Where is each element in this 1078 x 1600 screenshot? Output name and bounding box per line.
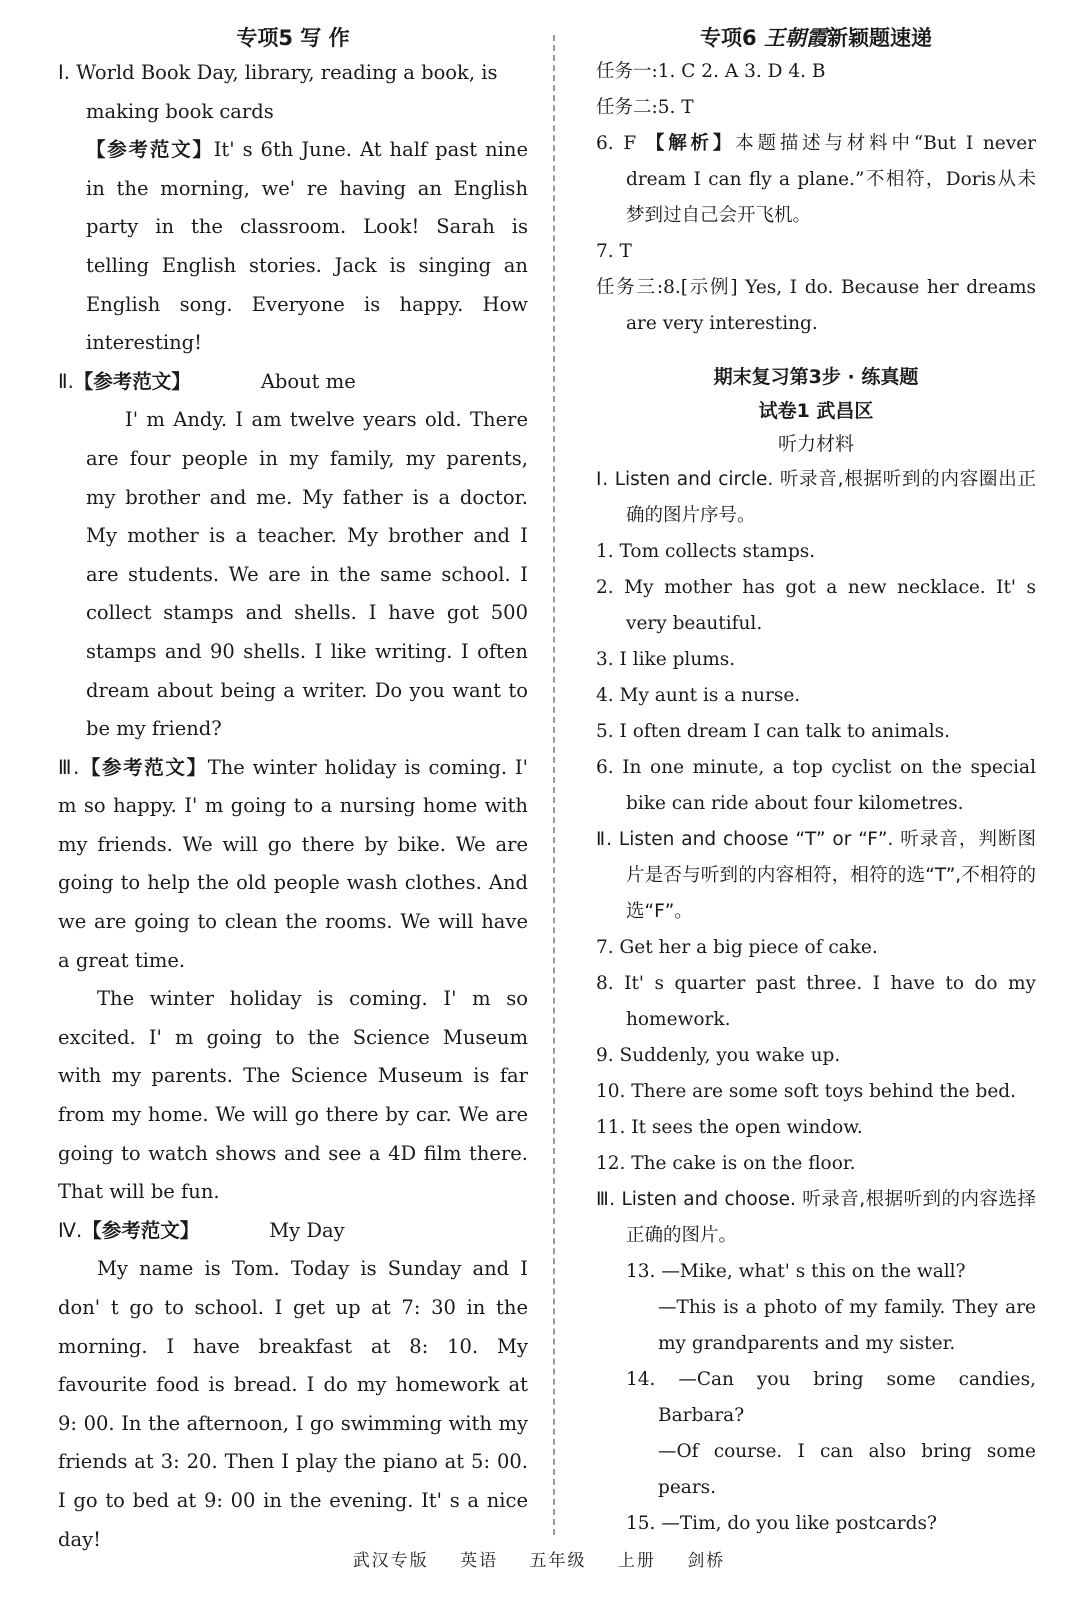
q4-ref-label: 【参考范文】 bbox=[82, 1218, 200, 1242]
q2-essay: I' m Andy. I am twelve years old. There are four people in my family, my parents, my brother and me. My father is a doctor. My mother is a teacher. My brother and I are students. We are in the same school. I collect stamps and shells. I have got 500 stamps and 90 shells. I like writing. I often dream about being a writer. Do you want to be my friend? bbox=[86, 408, 528, 741]
q3-number: Ⅲ. bbox=[58, 755, 80, 779]
q3-essay-1: The winter holiday is coming. I' m so happy. I' m going to a nursing home with my friends. We will go there by bike. We are going to help the old people wash clothes. And we are going to clean the rooms. We will have a great time. bbox=[58, 755, 528, 972]
footer-edition: 武汉专版 bbox=[352, 1551, 429, 1571]
q1-number: Ⅰ. bbox=[58, 61, 70, 84]
q2-number: Ⅱ. bbox=[58, 369, 74, 393]
q4-number: Ⅳ. bbox=[58, 1218, 83, 1242]
task-3-prefix: 任务三:8. bbox=[596, 277, 681, 298]
page-footer bbox=[0, 1546, 1078, 1571]
final-review-title: 期末复习第3步 · 练真题 bbox=[713, 366, 919, 388]
analysis-label: 【解析】 bbox=[645, 133, 736, 154]
q4-essay-title: My Day bbox=[269, 1218, 345, 1242]
title-suffix: 新颖题速递 bbox=[826, 26, 932, 50]
dialogue-line: —Can you bring some candies, Barbara? bbox=[658, 1369, 1036, 1426]
list-item: 10. There are some soft toys behind the bed. bbox=[596, 1081, 1017, 1102]
item-6-number: 6. F bbox=[596, 133, 637, 154]
list-item: 7. Get her a big piece of cake. bbox=[596, 937, 878, 958]
task-3-text: Yes, I do. Because her dreams are very interesting. bbox=[626, 277, 1037, 334]
part-2-heading: Ⅱ. Listen and choose “T” or “F”. 听录音，判断图片是否与听到的内容相符，相符的选“T”,不相符的选“F”。 bbox=[596, 829, 1036, 922]
section-title-new-questions bbox=[596, 22, 1036, 54]
q3-ref-label: 【参考范文】 bbox=[79, 755, 208, 779]
item-6-analysis: 本题描述与材料中“But I never dream I can fly a plane.”不相符，Doris从未梦到过自己会开飞机。 bbox=[626, 133, 1036, 226]
dialogue-14-q bbox=[596, 1362, 1036, 1434]
footer-volume: 上册 bbox=[617, 1551, 656, 1571]
footer-grade: 五年级 bbox=[529, 1551, 587, 1571]
right-column bbox=[596, 22, 1036, 1542]
list-item: 12. The cake is on the floor. bbox=[596, 1153, 856, 1174]
dialogue-15-q bbox=[596, 1506, 1036, 1542]
q4-essay: My name is Tom. Today is Sunday and I don' t go to school. I get up at 7: 30 in the morning. I have breakfast at 8: 10. My favourite food is bread. I do my homework at 9: 00. In the afternoon, I go swimming with my friends at 3: 20. Then I play the piano at 5: 00. I go to bed at 9: 00 in the evening. It' s a nice day! bbox=[58, 1257, 528, 1551]
item-7: 7. T bbox=[596, 241, 632, 262]
list-item: 1. Tom collects stamps. bbox=[596, 541, 816, 562]
list-item: 2. My mother has got a new necklace. It' s very beautiful. bbox=[596, 577, 1036, 634]
footer-publisher: 剑桥 bbox=[687, 1551, 726, 1571]
footer-subject: 英语 bbox=[460, 1551, 499, 1571]
brand-logo: 王朝霞 bbox=[763, 25, 827, 50]
dialogue-number: 13. bbox=[626, 1261, 656, 1282]
list-item: 11. It sees the open window. bbox=[596, 1117, 863, 1138]
dialogue-number: 14. bbox=[626, 1369, 656, 1390]
question-3 bbox=[58, 749, 528, 1212]
q1-answer-line2: making book cards bbox=[86, 99, 274, 123]
q1-essay: It' s 6th June. At half past nine in the morning, we' re having an English party in the classroom. Look! Sarah is telling English stories. Jack is singing an English song. Everyone is happy. How interesting! bbox=[86, 138, 528, 355]
list-item: 3. I like plums. bbox=[596, 649, 736, 670]
paper-title: 试卷1 武昌区 bbox=[758, 400, 874, 422]
list-item: 4. My aunt is a nurse. bbox=[596, 685, 801, 706]
question-2 bbox=[58, 363, 528, 749]
example-label: [示例] bbox=[680, 277, 738, 298]
question-1 bbox=[58, 54, 528, 363]
left-column bbox=[58, 22, 528, 1559]
dialogue-number: 15. bbox=[626, 1513, 656, 1534]
column-divider bbox=[553, 35, 555, 1535]
dialogue-line: —Tim, do you like postcards? bbox=[661, 1513, 937, 1534]
q1-ref-label: 【参考范文】 bbox=[86, 138, 214, 162]
q1-answer-line1: World Book Day, library, reading a book, is bbox=[76, 61, 498, 84]
section-title-writing: 专项5 写 作 bbox=[236, 26, 350, 50]
dialogue-line: —Mike, what' s this on the wall? bbox=[661, 1261, 966, 1282]
q3-essay-2: The winter holiday is coming. I' m so excited. I' m going to the Science Museum with my parents. The Science Museum is far from my home. We will go there by car. We are going to watch shows and see a 4D film there. That will be fun. bbox=[58, 987, 528, 1204]
dialogue-14-a: —Of course. I can also bring some pears. bbox=[658, 1441, 1036, 1498]
task-2-answers: 任务二:5. T bbox=[596, 97, 694, 118]
list-item: 8. It' s quarter past three. I have to do my homework. bbox=[596, 973, 1036, 1030]
dialogue-13-a: —This is a photo of my family. They are my grandparents and my sister. bbox=[658, 1297, 1036, 1354]
title-prefix: 专项6 bbox=[700, 26, 757, 50]
listening-material-title: 听力材料 bbox=[777, 433, 854, 455]
part-3-heading: Ⅲ. Listen and choose. 听录音,根据听到的内容选择正确的图片。 bbox=[596, 1189, 1036, 1246]
part-1-heading: Ⅰ. Listen and circle. 听录音,根据听到的内容圈出正确的图片序号。 bbox=[596, 469, 1036, 526]
q2-essay-title: About me bbox=[260, 369, 356, 393]
list-item: 9. Suddenly, you wake up. bbox=[596, 1045, 841, 1066]
list-item: 6. In one minute, a top cyclist on the special bike can ride about four kilometres. bbox=[596, 757, 1036, 814]
question-4 bbox=[58, 1212, 528, 1559]
task-1-answers: 任务一:1. C 2. A 3. D 4. B bbox=[596, 61, 826, 82]
dialogue-13-q bbox=[596, 1254, 1036, 1290]
q2-ref-label: 【参考范文】 bbox=[73, 369, 191, 393]
list-item: 5. I often dream I can talk to animals. bbox=[596, 721, 950, 742]
